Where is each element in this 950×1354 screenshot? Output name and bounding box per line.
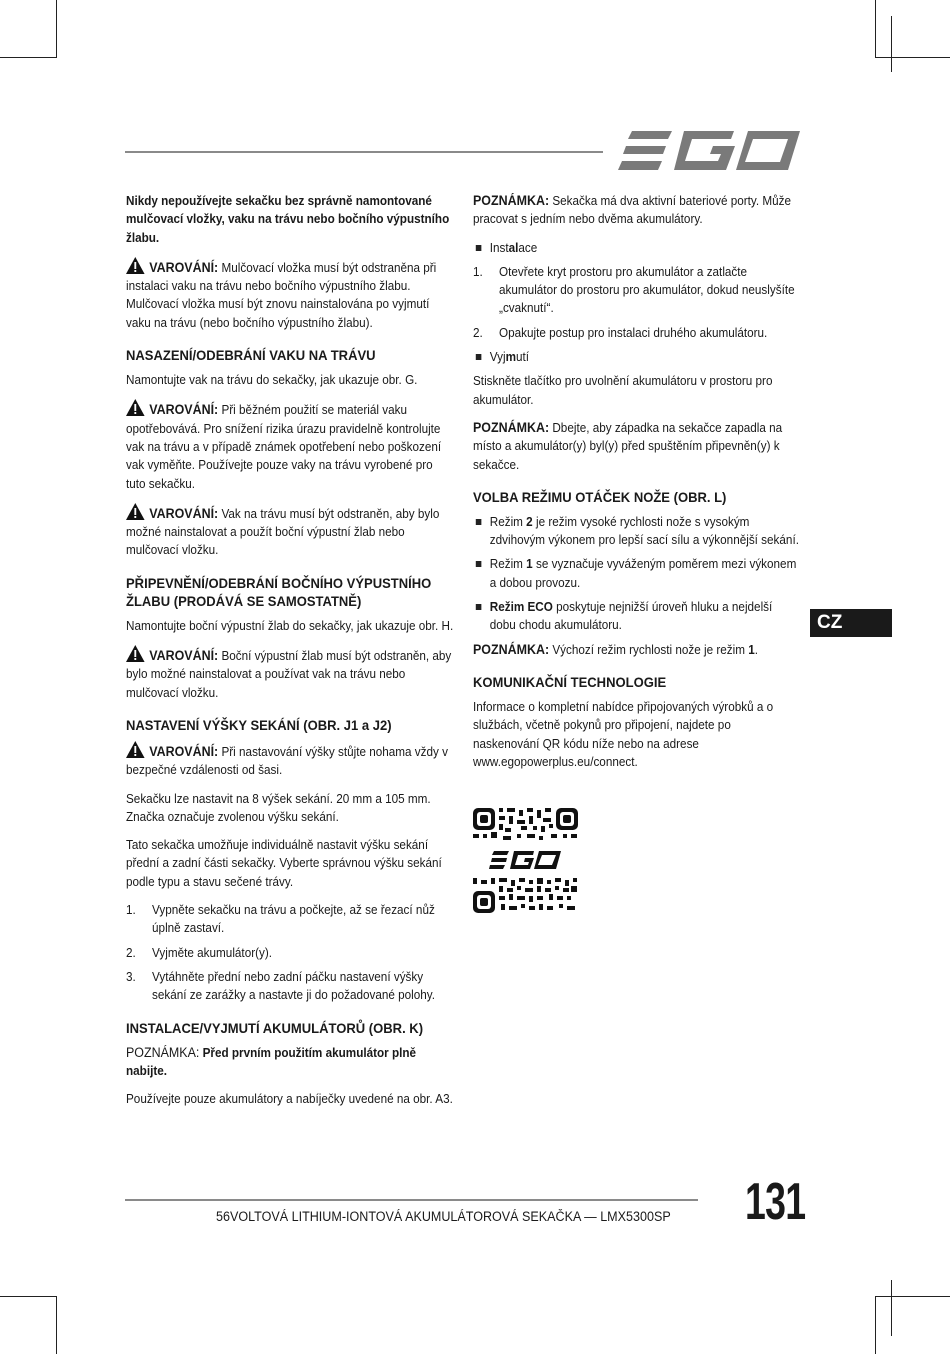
- warning-block: VAROVÁNÍ: Vak na trávu musí být odstraněn, aby bylo možné nainstalovat a použít boční výpustní žlab nebo mulčovací vložku.: [126, 503, 453, 560]
- section-heading: NASTAVENÍ VÝŠKY SEKÁNÍ (OBR. J1 a J2): [126, 716, 392, 733]
- language-tab: CZ: [810, 609, 892, 637]
- list-item: Režim 1 se vyznačuje vyváženým poměrem mezi výkonem a dobou provozu.: [473, 555, 800, 592]
- note-block: POZNÁMKA: Výchozí režim rychlosti nože je režim 1.: [473, 641, 759, 657]
- note-block: POZNÁMKA: Sekačka má dva aktivní bateriové porty. Může pracovat s jedním nebo dvěma akumulátory.: [473, 193, 792, 227]
- header-rule: [125, 151, 603, 153]
- list-item: Režim ECO poskytuje nejnižší úroveň hluku a nejdelší dobu chodu akumulátoru.: [473, 598, 800, 635]
- footer-title: 56VOLTOVÁ LITHIUM-IONTOVÁ AKUMULÁTOROVÁ SEKAČKA — LMX5300SP: [216, 1209, 671, 1224]
- crop-mark: [876, 57, 950, 58]
- list-item: 2. Vyjměte akumulátor(y).: [126, 945, 273, 960]
- crop-mark: [876, 1296, 950, 1297]
- crop-mark: [56, 0, 57, 58]
- crop-mark: [875, 0, 876, 58]
- section-heading: INSTALACE/VYJMUTÍ AKUMULÁTORŮ (OBR. K): [126, 1019, 424, 1036]
- note-block: POZNÁMKA: Dbejte, aby západka na sekačce zapadla na místo a akumulátor(y) byl(y) před spuštěním připevněn(y) k sekačce.: [473, 419, 783, 472]
- list-item: Vyjmutí: [473, 348, 800, 366]
- paragraph: Tato sekačka umožňuje individuálně nastavit výšku sekání přední a zadní části sekačky. Vyberte správnou výšku sekání podle typu a stavu sečené trávy.: [126, 838, 442, 889]
- paragraph: Stiskněte tlačítko pro uvolnění akumulátoru v prostoru pro akumulátor.: [473, 374, 773, 407]
- section-heading: VOLBA REŽIMU OTÁČEK NOŽE (OBR. L): [473, 488, 727, 505]
- numbered-list: [126, 901, 453, 1004]
- right-column: [473, 192, 800, 781]
- paragraph: Používejte pouze akumulátory a nabíječky uvedené na obr. A3.: [126, 1092, 453, 1107]
- warning-icon: [126, 399, 145, 416]
- warning-icon: [126, 741, 145, 758]
- warning-icon: [126, 257, 145, 274]
- crop-mark: [891, 16, 892, 72]
- left-column: [126, 192, 453, 1118]
- list-item: 2. Opakujte postup pro instalaci druhého akumulátoru.: [473, 325, 768, 340]
- warning-block: VAROVÁNÍ: Při nastavování výšky stůjte nohama vždy v bezpečné vzdálenosti od šasi.: [126, 741, 453, 780]
- paragraph: Namontujte vak na trávu do sekačky, jak ukazuje obr. G.: [126, 373, 418, 388]
- bullet-list: [473, 239, 800, 257]
- crop-mark: [56, 1296, 57, 1354]
- paragraph: Sekačku lze nastavit na 8 výšek sekání. 20 mm a 105 mm. Značka označuje zvolenou výšku sekání.: [126, 791, 431, 824]
- crop-mark: [891, 1280, 892, 1336]
- section-heading: PŘIPEVNĚNÍ/ODEBRÁNÍ BOČNÍHO VÝPUSTNÍHO ŽLABU (PRODÁVÁ SE SAMOSTATNĚ): [126, 574, 432, 609]
- paragraph: Namontujte boční výpustní žlab do sekačky, jak ukazuje obr. H.: [126, 618, 454, 633]
- ego-logo: [618, 130, 800, 172]
- page-number: 131: [745, 1173, 806, 1231]
- crop-mark: [875, 1296, 876, 1354]
- list-item: Instalace: [473, 239, 800, 257]
- paragraph: Informace o kompletní nabídce připojovaných výrobků a o službách, včetně pokynů pro připojení, najdete po naskenování QR kódu níže nebo na adrese www.egopowerplus.eu/connect.: [473, 699, 774, 769]
- warning-block: VAROVÁNÍ: Boční výpustní žlab musí být odstraněn, aby bylo možné nainstalovat a používat vak na trávu nebo mulčovací vložku.: [126, 645, 453, 702]
- section-heading: NASAZENÍ/ODEBRÁNÍ VAKU NA TRÁVU: [126, 347, 376, 364]
- footer-rule: [125, 1199, 698, 1201]
- warning-block: VAROVÁNÍ: Při běžném použití se materiál vaku opotřebovává. Pro snížení rizika úrazu pravidelně kontrolujte vak na trávu a v případě známek opotřebení nebo poškození vak vyměňte. Používejte pouze vaky na trávu vyrobené pro tuto sekačku.: [126, 399, 453, 492]
- crop-mark: [0, 1296, 56, 1297]
- list-item: 1. Vypněte sekačku na trávu a počkejte, až se řezací nůž úplně zastaví.: [126, 903, 435, 936]
- list-item: Režim 2 je režim vysoké rychlosti nože s vysokým zdvihovým výkonem pro lepší sací sílu a výkonnější sekání.: [473, 513, 800, 550]
- section-heading: KOMUNIKAČNÍ TECHNOLOGIE: [473, 673, 667, 690]
- list-item: 1. Otevřete kryt prostoru pro akumulátor a zatlačte akumulátor do prostoru pro akumulátor, dokud neuslyšíte „cvaknutí“.: [473, 264, 795, 316]
- bullet-list: [473, 513, 800, 635]
- list-item: 3. Vytáhněte přední nebo zadní páčku nastavení výšky sekání ze zarážky a nastavte ji do požadované polohy.: [126, 969, 436, 1003]
- qr-code[interactable]: [473, 808, 578, 913]
- numbered-list: [473, 263, 800, 342]
- crop-mark: [0, 57, 56, 58]
- warning-icon: [126, 503, 145, 520]
- note-block: POZNÁMKA: Před prvním použitím akumulátor plně nabijte.: [126, 1044, 417, 1078]
- warning-block: VAROVÁNÍ: Mulčovací vložka musí být odstraněna při instalaci vaku na trávu nebo bočního výpustního žlabu. Mulčovací vložka musí být znovu nainstalována po vyjmutí vaku na trávu (nebo bočního výpustního žlabu).: [126, 257, 453, 332]
- intro-warning: Nikdy nepoužívejte sekačku bez správně namontované mulčovací vložky, vaku na trávu nebo bočního výpustního žlabu.: [126, 194, 450, 245]
- warning-icon: [126, 645, 145, 662]
- bullet-list: [473, 348, 800, 366]
